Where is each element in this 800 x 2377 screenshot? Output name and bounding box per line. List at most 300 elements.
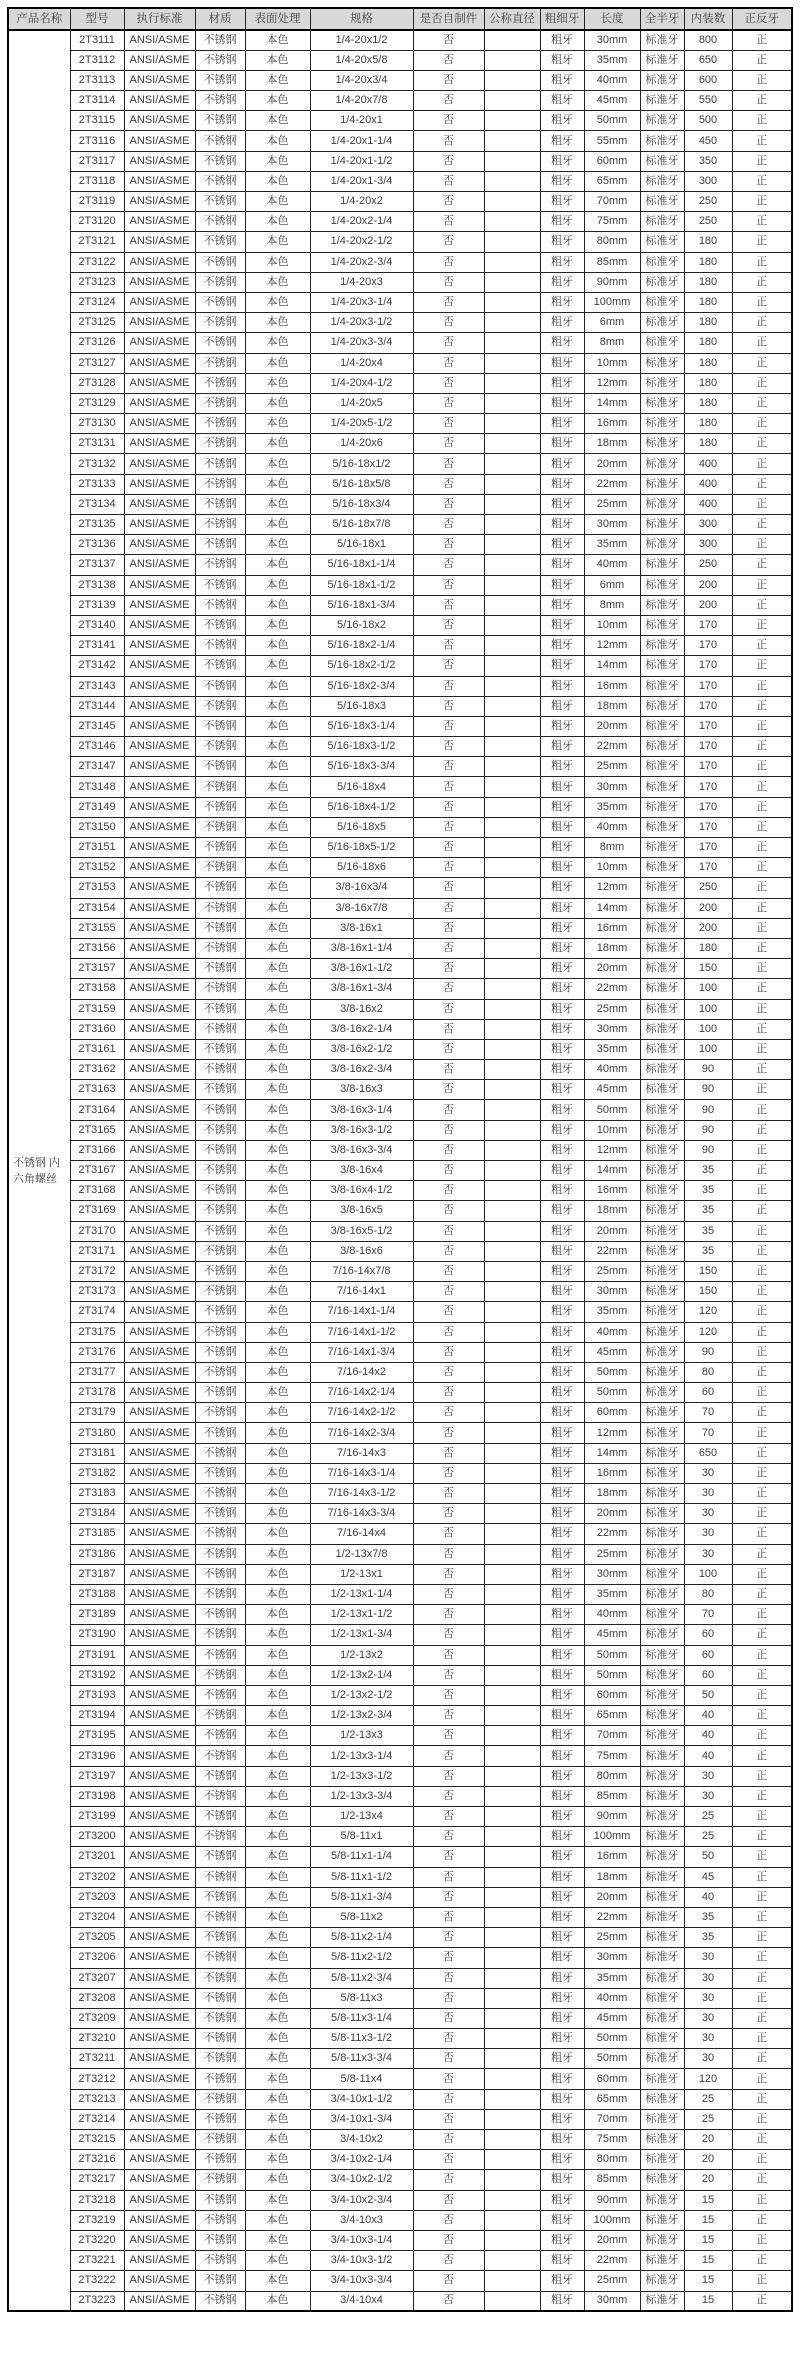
cell-length: 14mm [584,656,640,676]
cell-standard: ANSI/ASME [124,2089,195,2109]
table-row [8,50,792,70]
cell-nominal-diameter [484,151,540,171]
cell-nominal-diameter [484,1928,540,1948]
cell-self-made: 否 [413,313,484,333]
cell-nominal-diameter [484,858,540,878]
table-row [8,858,792,878]
cell-thread-pitch: 粗牙 [540,2069,584,2089]
cell-thread-pitch: 粗牙 [540,838,584,858]
cell-nominal-diameter [484,171,540,191]
cell-thread-pitch: 粗牙 [540,817,584,837]
cell-surface-finish: 本色 [245,50,310,70]
cell-full-half-thread: 标准牙 [640,878,684,898]
table-row [8,575,792,595]
cell-material: 不锈钢 [195,1968,245,1988]
cell-thread-pitch: 粗牙 [540,1504,584,1524]
cell-standard: ANSI/ASME [124,1988,195,2008]
cell-material: 不锈钢 [195,1584,245,1604]
cell-full-half-thread: 标准牙 [640,30,684,50]
cell-thread-pitch: 粗牙 [540,1181,584,1201]
cell-nominal-diameter [484,555,540,575]
cell-standard: ANSI/ASME [124,1968,195,1988]
cell-surface-finish: 本色 [245,252,310,272]
cell-nominal-diameter [484,1605,540,1625]
cell-qty-per-pack: 90 [684,1100,732,1120]
cell-qty-per-pack: 70 [684,1605,732,1625]
cell-qty-per-pack: 90 [684,1120,732,1140]
cell-full-half-thread: 标准牙 [640,1504,684,1524]
cell-length: 90mm [584,1807,640,1827]
cell-full-half-thread: 标准牙 [640,757,684,777]
cell-qty-per-pack: 15 [684,2251,732,2271]
cell-full-half-thread: 标准牙 [640,1140,684,1160]
cell-material: 不锈钢 [195,938,245,958]
cell-thread-direction: 正 [732,817,792,837]
cell-full-half-thread: 标准牙 [640,2069,684,2089]
table-row [8,1060,792,1080]
cell-full-half-thread: 标准牙 [640,535,684,555]
cell-surface-finish: 本色 [245,1161,310,1181]
cell-thread-pitch: 粗牙 [540,959,584,979]
cell-nominal-diameter [484,1423,540,1443]
cell-model: 2T3182 [70,1463,124,1483]
cell-qty-per-pack: 250 [684,212,732,232]
cell-self-made: 否 [413,1039,484,1059]
table-row [8,1221,792,1241]
cell-specification: 5/16-18x1-1/2 [310,575,413,595]
cell-qty-per-pack: 800 [684,30,732,50]
cell-specification: 5/16-18x3-1/4 [310,716,413,736]
cell-full-half-thread: 标准牙 [640,1847,684,1867]
cell-specification: 7/16-14x2-3/4 [310,1423,413,1443]
cell-thread-direction: 正 [732,171,792,191]
cell-model: 2T3152 [70,858,124,878]
cell-model: 2T3187 [70,1564,124,1584]
cell-material: 不锈钢 [195,2089,245,2109]
table-row [8,555,792,575]
cell-self-made: 否 [413,1443,484,1463]
cell-surface-finish: 本色 [245,1504,310,1524]
cell-thread-direction: 正 [732,434,792,454]
cell-nominal-diameter [484,272,540,292]
cell-qty-per-pack: 500 [684,111,732,131]
cell-specification: 1/4-20x3-3/4 [310,333,413,353]
cell-qty-per-pack: 170 [684,838,732,858]
cell-thread-pitch: 粗牙 [540,2210,584,2230]
cell-self-made: 否 [413,414,484,434]
cell-model: 2T3128 [70,373,124,393]
product-table [7,7,793,2312]
cell-material: 不锈钢 [195,1807,245,1827]
cell-full-half-thread: 标准牙 [640,1524,684,1544]
cell-specification: 3/4-10x2-3/4 [310,2190,413,2210]
cell-material: 不锈钢 [195,1302,245,1322]
cell-length: 12mm [584,636,640,656]
cell-model: 2T3183 [70,1484,124,1504]
cell-qty-per-pack: 180 [684,292,732,312]
cell-thread-pitch: 粗牙 [540,212,584,232]
col-header-specification: 规格 [310,8,413,30]
cell-specification: 5/16-18x1/2 [310,454,413,474]
cell-specification: 5/8-11x3 [310,1988,413,2008]
cell-thread-pitch: 粗牙 [540,131,584,151]
cell-specification: 1/4-20x1 [310,111,413,131]
cell-specification: 5/8-11x2 [310,1907,413,1927]
cell-model: 2T3198 [70,1786,124,1806]
cell-qty-per-pack: 70 [684,1423,732,1443]
cell-standard: ANSI/ASME [124,1161,195,1181]
cell-thread-direction: 正 [732,1847,792,1867]
cell-surface-finish: 本色 [245,2049,310,2069]
cell-self-made: 否 [413,2069,484,2089]
cell-self-made: 否 [413,1484,484,1504]
cell-self-made: 否 [413,1948,484,1968]
cell-specification: 3/8-16x4 [310,1161,413,1181]
cell-thread-direction: 正 [732,30,792,50]
cell-nominal-diameter [484,1807,540,1827]
cell-self-made: 否 [413,1726,484,1746]
cell-standard: ANSI/ASME [124,212,195,232]
cell-thread-direction: 正 [732,2291,792,2311]
cell-length: 35mm [584,1039,640,1059]
cell-full-half-thread: 标准牙 [640,2130,684,2150]
table-row [8,1887,792,1907]
cell-thread-pitch: 粗牙 [540,2029,584,2049]
cell-material: 不锈钢 [195,2008,245,2028]
cell-specification: 5/16-18x1 [310,535,413,555]
cell-nominal-diameter [484,2291,540,2311]
cell-specification: 1/4-20x5/8 [310,50,413,70]
cell-surface-finish: 本色 [245,1080,310,1100]
cell-surface-finish: 本色 [245,2109,310,2129]
cell-model: 2T3140 [70,615,124,635]
cell-model: 2T3196 [70,1746,124,1766]
cell-material: 不锈钢 [195,1948,245,1968]
cell-model: 2T3186 [70,1544,124,1564]
cell-length: 65mm [584,1706,640,1726]
cell-specification: 5/16-18x3/4 [310,494,413,514]
cell-surface-finish: 本色 [245,1746,310,1766]
cell-thread-direction: 正 [732,373,792,393]
cell-nominal-diameter [484,959,540,979]
cell-nominal-diameter [484,1786,540,1806]
cell-thread-direction: 正 [732,2230,792,2250]
cell-thread-direction: 正 [732,2049,792,2069]
cell-surface-finish: 本色 [245,313,310,333]
cell-model: 2T3117 [70,151,124,171]
cell-thread-direction: 正 [732,494,792,514]
cell-standard: ANSI/ASME [124,656,195,676]
cell-full-half-thread: 标准牙 [640,838,684,858]
cell-model: 2T3212 [70,2069,124,2089]
cell-length: 25mm [584,494,640,514]
cell-specification: 3/8-16x3-3/4 [310,1140,413,1160]
cell-standard: ANSI/ASME [124,1100,195,1120]
cell-surface-finish: 本色 [245,838,310,858]
cell-specification: 1/2-13x1-1/4 [310,1584,413,1604]
cell-full-half-thread: 标准牙 [640,2008,684,2028]
cell-self-made: 否 [413,1685,484,1705]
cell-material: 不锈钢 [195,1443,245,1463]
cell-thread-direction: 正 [732,636,792,656]
cell-full-half-thread: 标准牙 [640,1120,684,1140]
cell-material: 不锈钢 [195,2049,245,2069]
cell-thread-direction: 正 [732,1383,792,1403]
cell-qty-per-pack: 200 [684,898,732,918]
cell-material: 不锈钢 [195,2150,245,2170]
cell-thread-pitch: 粗牙 [540,474,584,494]
cell-qty-per-pack: 180 [684,333,732,353]
cell-model: 2T3130 [70,414,124,434]
table-row [8,1302,792,1322]
cell-nominal-diameter [484,696,540,716]
cell-standard: ANSI/ASME [124,858,195,878]
cell-length: 14mm [584,898,640,918]
cell-thread-direction: 正 [732,1766,792,1786]
cell-thread-pitch: 粗牙 [540,1867,584,1887]
cell-surface-finish: 本色 [245,595,310,615]
cell-nominal-diameter [484,817,540,837]
cell-thread-pitch: 粗牙 [540,2291,584,2311]
cell-length: 30mm [584,777,640,797]
cell-thread-direction: 正 [732,2251,792,2271]
cell-qty-per-pack: 350 [684,151,732,171]
cell-standard: ANSI/ASME [124,414,195,434]
cell-nominal-diameter [484,1645,540,1665]
cell-model: 2T3171 [70,1241,124,1261]
cell-length: 22mm [584,1907,640,1927]
col-header-model: 型号 [70,8,124,30]
cell-model: 2T3121 [70,232,124,252]
cell-self-made: 否 [413,131,484,151]
cell-specification: 3/4-10x3-1/4 [310,2230,413,2250]
table-row [8,313,792,333]
cell-surface-finish: 本色 [245,393,310,413]
cell-model: 2T3222 [70,2271,124,2291]
cell-nominal-diameter [484,1201,540,1221]
cell-model: 2T3202 [70,1867,124,1887]
cell-thread-direction: 正 [732,151,792,171]
cell-material: 不锈钢 [195,232,245,252]
cell-model: 2T3211 [70,2049,124,2069]
cell-thread-pitch: 粗牙 [540,918,584,938]
cell-thread-direction: 正 [732,1544,792,1564]
cell-material: 不锈钢 [195,1322,245,1342]
table-row [8,1746,792,1766]
cell-length: 50mm [584,2029,640,2049]
table-row [8,817,792,837]
cell-thread-pitch: 粗牙 [540,232,584,252]
cell-surface-finish: 本色 [245,757,310,777]
cell-thread-pitch: 粗牙 [540,91,584,111]
cell-thread-pitch: 粗牙 [540,555,584,575]
table-row [8,1605,792,1625]
cell-standard: ANSI/ASME [124,959,195,979]
cell-thread-direction: 正 [732,1221,792,1241]
cell-length: 12mm [584,1140,640,1160]
cell-thread-direction: 正 [732,999,792,1019]
cell-qty-per-pack: 200 [684,918,732,938]
cell-thread-pitch: 粗牙 [540,2089,584,2109]
cell-qty-per-pack: 400 [684,474,732,494]
cell-standard: ANSI/ASME [124,1524,195,1544]
cell-standard: ANSI/ASME [124,1685,195,1705]
table-row [8,1342,792,1362]
cell-model: 2T3120 [70,212,124,232]
cell-full-half-thread: 标准牙 [640,192,684,212]
cell-nominal-diameter [484,70,540,90]
cell-material: 不锈钢 [195,171,245,191]
table-row [8,1948,792,1968]
cell-length: 90mm [584,272,640,292]
cell-full-half-thread: 标准牙 [640,1100,684,1120]
cell-model: 2T3178 [70,1383,124,1403]
cell-standard: ANSI/ASME [124,2271,195,2291]
cell-qty-per-pack: 180 [684,353,732,373]
cell-self-made: 否 [413,737,484,757]
cell-standard: ANSI/ASME [124,474,195,494]
cell-surface-finish: 本色 [245,454,310,474]
cell-surface-finish: 本色 [245,2271,310,2291]
cell-specification: 3/8-16x7/8 [310,898,413,918]
table-row [8,414,792,434]
cell-specification: 7/16-14x3-1/2 [310,1484,413,1504]
table-row [8,252,792,272]
cell-material: 不锈钢 [195,1484,245,1504]
cell-thread-direction: 正 [732,1484,792,1504]
cell-specification: 3/8-16x1-1/2 [310,959,413,979]
cell-nominal-diameter [484,898,540,918]
cell-self-made: 否 [413,1383,484,1403]
table-row [8,1766,792,1786]
cell-surface-finish: 本色 [245,716,310,736]
cell-standard: ANSI/ASME [124,1362,195,1382]
cell-material: 不锈钢 [195,111,245,131]
cell-specification: 7/16-14x1 [310,1282,413,1302]
cell-thread-direction: 正 [732,918,792,938]
cell-surface-finish: 本色 [245,2008,310,2028]
table-row [8,1827,792,1847]
cell-thread-direction: 正 [732,1867,792,1887]
cell-qty-per-pack: 30 [684,1504,732,1524]
cell-thread-direction: 正 [732,1282,792,1302]
cell-full-half-thread: 标准牙 [640,1060,684,1080]
cell-specification: 5/16-18x1-1/4 [310,555,413,575]
cell-specification: 3/8-16x2-1/2 [310,1039,413,1059]
cell-specification: 1/2-13x1-3/4 [310,1625,413,1645]
table-row [8,959,792,979]
cell-length: 25mm [584,1544,640,1564]
table-row [8,737,792,757]
cell-qty-per-pack: 100 [684,1039,732,1059]
cell-length: 22mm [584,1524,640,1544]
cell-thread-pitch: 粗牙 [540,1039,584,1059]
cell-nominal-diameter [484,1342,540,1362]
cell-material: 不锈钢 [195,1867,245,1887]
cell-qty-per-pack: 170 [684,858,732,878]
cell-thread-direction: 正 [732,595,792,615]
cell-thread-direction: 正 [732,333,792,353]
cell-specification: 1/2-13x4 [310,1807,413,1827]
cell-standard: ANSI/ASME [124,1201,195,1221]
cell-surface-finish: 本色 [245,70,310,90]
cell-full-half-thread: 标准牙 [640,1019,684,1039]
cell-material: 不锈钢 [195,777,245,797]
cell-thread-pitch: 粗牙 [540,1564,584,1584]
cell-material: 不锈钢 [195,959,245,979]
cell-length: 100mm [584,1827,640,1847]
cell-model: 2T3216 [70,2150,124,2170]
cell-standard: ANSI/ASME [124,2251,195,2271]
cell-length: 45mm [584,2008,640,2028]
cell-nominal-diameter [484,1060,540,1080]
cell-standard: ANSI/ASME [124,1241,195,1261]
cell-full-half-thread: 标准牙 [640,2049,684,2069]
table-row [8,1362,792,1382]
cell-nominal-diameter [484,737,540,757]
cell-specification: 3/8-16x3 [310,1080,413,1100]
cell-specification: 3/8-16x3-1/2 [310,1120,413,1140]
cell-self-made: 否 [413,2291,484,2311]
cell-full-half-thread: 标准牙 [640,333,684,353]
cell-specification: 1/4-20x3 [310,272,413,292]
cell-self-made: 否 [413,2150,484,2170]
cell-model: 2T3197 [70,1766,124,1786]
cell-surface-finish: 本色 [245,1524,310,1544]
table-row [8,1786,792,1806]
cell-thread-pitch: 粗牙 [540,1282,584,1302]
cell-qty-per-pack: 550 [684,91,732,111]
cell-self-made: 否 [413,2089,484,2109]
cell-full-half-thread: 标准牙 [640,656,684,676]
cell-nominal-diameter [484,50,540,70]
cell-thread-pitch: 粗牙 [540,2170,584,2190]
table-row [8,797,792,817]
cell-thread-direction: 正 [732,2210,792,2230]
table-row [8,716,792,736]
cell-nominal-diameter [484,1584,540,1604]
cell-model: 2T3112 [70,50,124,70]
cell-thread-pitch: 粗牙 [540,1322,584,1342]
cell-thread-direction: 正 [732,1322,792,1342]
cell-surface-finish: 本色 [245,676,310,696]
cell-standard: ANSI/ASME [124,2190,195,2210]
cell-standard: ANSI/ASME [124,737,195,757]
cell-product-name: 不锈钢 内六角螺丝 [8,30,70,2311]
cell-length: 10mm [584,858,640,878]
cell-nominal-diameter [484,2230,540,2250]
cell-material: 不锈钢 [195,272,245,292]
cell-full-half-thread: 标准牙 [640,1706,684,1726]
cell-specification: 5/16-18x2 [310,615,413,635]
cell-model: 2T3150 [70,817,124,837]
cell-specification: 5/16-18x2-1/4 [310,636,413,656]
cell-self-made: 否 [413,1786,484,1806]
cell-length: 45mm [584,1342,640,1362]
cell-length: 85mm [584,252,640,272]
cell-full-half-thread: 标准牙 [640,2170,684,2190]
cell-specification: 5/16-18x3-3/4 [310,757,413,777]
cell-thread-direction: 正 [732,1625,792,1645]
cell-nominal-diameter [484,938,540,958]
cell-specification: 3/8-16x2-3/4 [310,1060,413,1080]
cell-material: 不锈钢 [195,1907,245,1927]
cell-thread-pitch: 粗牙 [540,1201,584,1221]
cell-nominal-diameter [484,30,540,50]
cell-standard: ANSI/ASME [124,1706,195,1726]
cell-standard: ANSI/ASME [124,1019,195,1039]
cell-model: 2T3162 [70,1060,124,1080]
